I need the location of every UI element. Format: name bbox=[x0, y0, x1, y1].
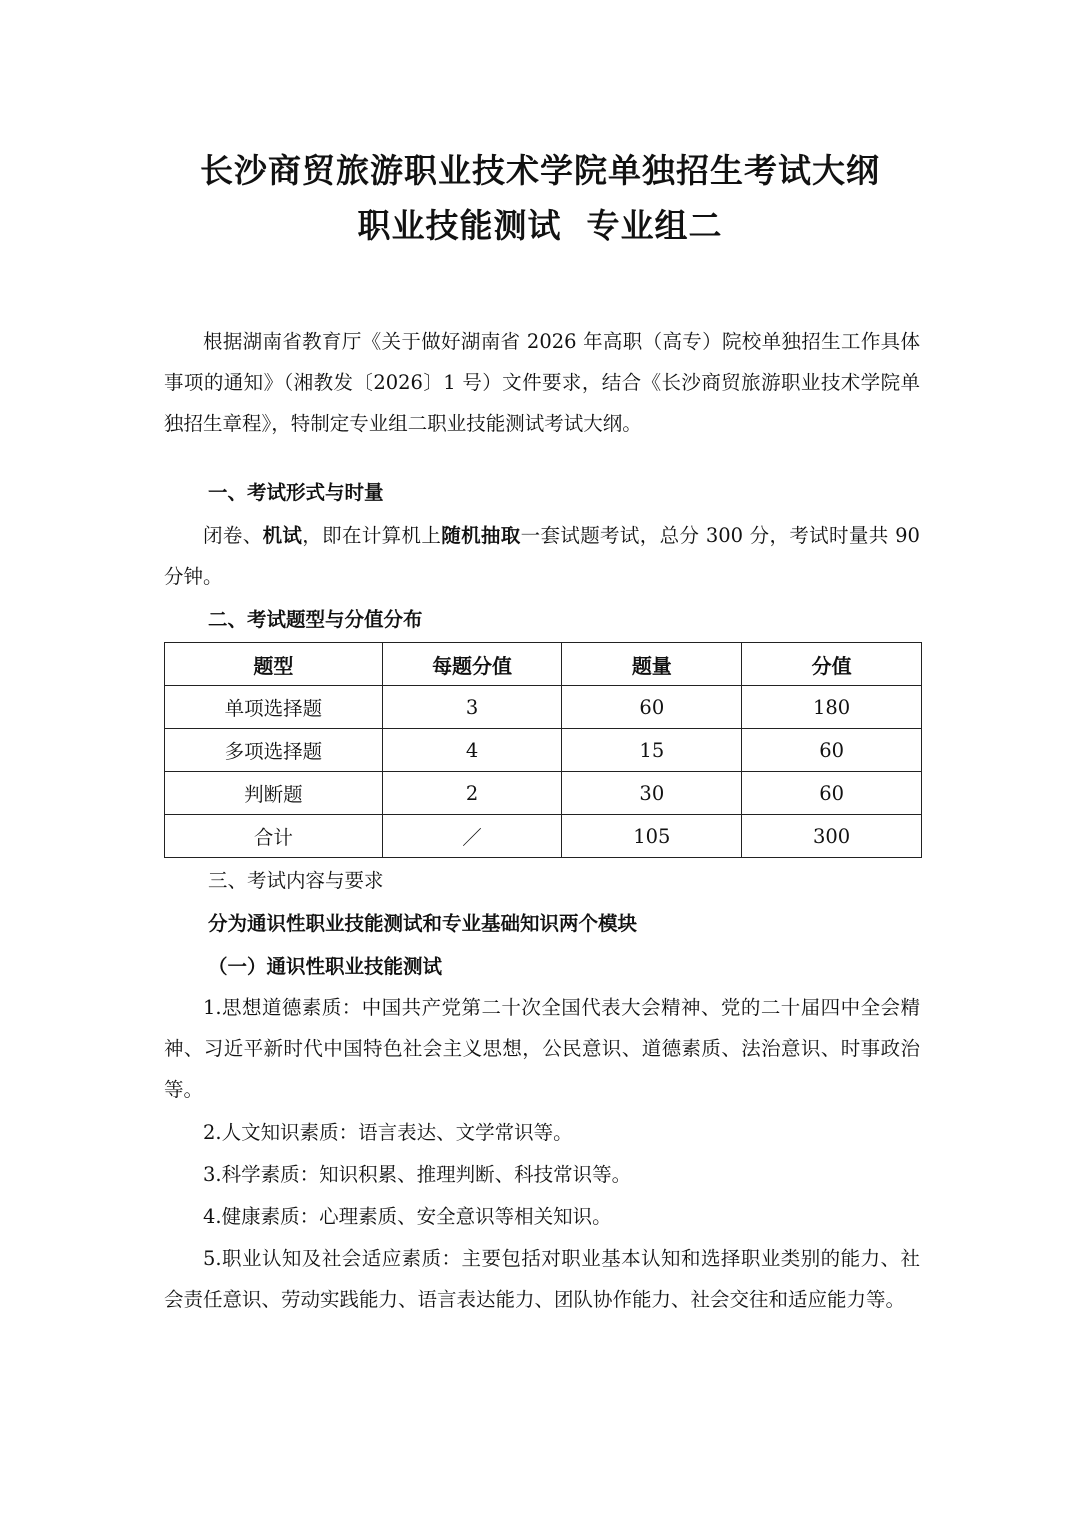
table-cell: 3 bbox=[382, 686, 562, 729]
intro-paragraph: 根据湖南省教育厅《关于做好湖南省 2026 年高职（高专）院校单独招生工作具体事项的通知》（湘教发〔2026〕1 号）文件要求，结合《长沙商贸旅游职业技术学院单独招生章程》，特制定专业组二职业技能测试考试大纲。 bbox=[164, 330, 920, 435]
list-item: 3.科学素质：知识积累、推理判断、科技常识等。 bbox=[203, 1163, 632, 1186]
table-cell: 180 bbox=[742, 686, 922, 729]
table-row bbox=[165, 729, 922, 772]
section3-heading-text: 三、考试内容与要求 bbox=[208, 869, 384, 892]
table-header-cell: 题型 bbox=[165, 643, 383, 686]
table-cell: 30 bbox=[562, 772, 742, 815]
section1-keyword-machine-test: 机试 bbox=[262, 524, 303, 547]
table-cell: 2 bbox=[382, 772, 562, 815]
table-row bbox=[165, 686, 922, 729]
table-cell: 60 bbox=[562, 686, 742, 729]
table-header-cell: 题量 bbox=[562, 643, 742, 686]
table-cell: ／ bbox=[382, 815, 562, 858]
section1-text-c: ，即在计算机上 bbox=[302, 524, 442, 547]
table-cell: 60 bbox=[742, 729, 922, 772]
score-distribution-table bbox=[164, 642, 922, 858]
list-item: 1.思想道德素质：中国共产党第二十次全国代表大会精神、党的二十届四中全会精神、习近平新时代中国特色社会主义思想，公民意识、道德素质、法治意识、时事政治等。 bbox=[164, 996, 920, 1101]
section3-subheading: 分为通识性职业技能测试和专业基础知识两个模块 bbox=[208, 912, 638, 935]
list-item: 2.人文知识素质：语言表达、文学常识等。 bbox=[203, 1121, 573, 1144]
module1-heading: （一）通识性职业技能测试 bbox=[208, 955, 443, 978]
table-cell: 300 bbox=[742, 815, 922, 858]
document-subtitle: 职业技能测试 专业组二 bbox=[357, 206, 723, 245]
table-cell: 4 bbox=[382, 729, 562, 772]
table-header-row bbox=[165, 643, 922, 686]
table-cell: 60 bbox=[742, 772, 922, 815]
table-cell: 105 bbox=[562, 815, 742, 858]
list-item: 4.健康素质：心理素质、安全意识等相关知识。 bbox=[203, 1205, 612, 1228]
table-cell: 单项选择题 bbox=[165, 686, 383, 729]
section3-heading bbox=[164, 866, 964, 896]
section1-heading: 一、考试形式与时量 bbox=[208, 481, 384, 504]
section1-text-a: 闭卷、 bbox=[203, 524, 263, 547]
table-header-cell: 每题分值 bbox=[382, 643, 562, 686]
list-item: 5.职业认知及社会适应素质：主要包括对职业基本认知和选择职业类别的能力、社会责任意识、劳动实践能力、语言表达能力、团队协作能力、社会交往和适应能力等。 bbox=[164, 1247, 920, 1311]
section1-keyword-random-draw: 随机抽取 bbox=[441, 524, 521, 547]
table-row-total bbox=[165, 815, 922, 858]
section1-paragraph bbox=[164, 515, 920, 597]
table-cell: 判断题 bbox=[165, 772, 383, 815]
section2-heading: 二、考试题型与分值分布 bbox=[208, 608, 423, 631]
table-cell: 多项选择题 bbox=[165, 729, 383, 772]
document-title: 长沙商贸旅游职业技术学院单独招生考试大纲 bbox=[200, 151, 880, 190]
table-row bbox=[165, 772, 922, 815]
table-cell: 合计 bbox=[165, 815, 383, 858]
table-cell: 15 bbox=[562, 729, 742, 772]
table-header-cell: 分值 bbox=[742, 643, 922, 686]
section1-text-e: 一套试题考试，总分 300 分，考试时量共 90 分钟。 bbox=[164, 524, 920, 588]
